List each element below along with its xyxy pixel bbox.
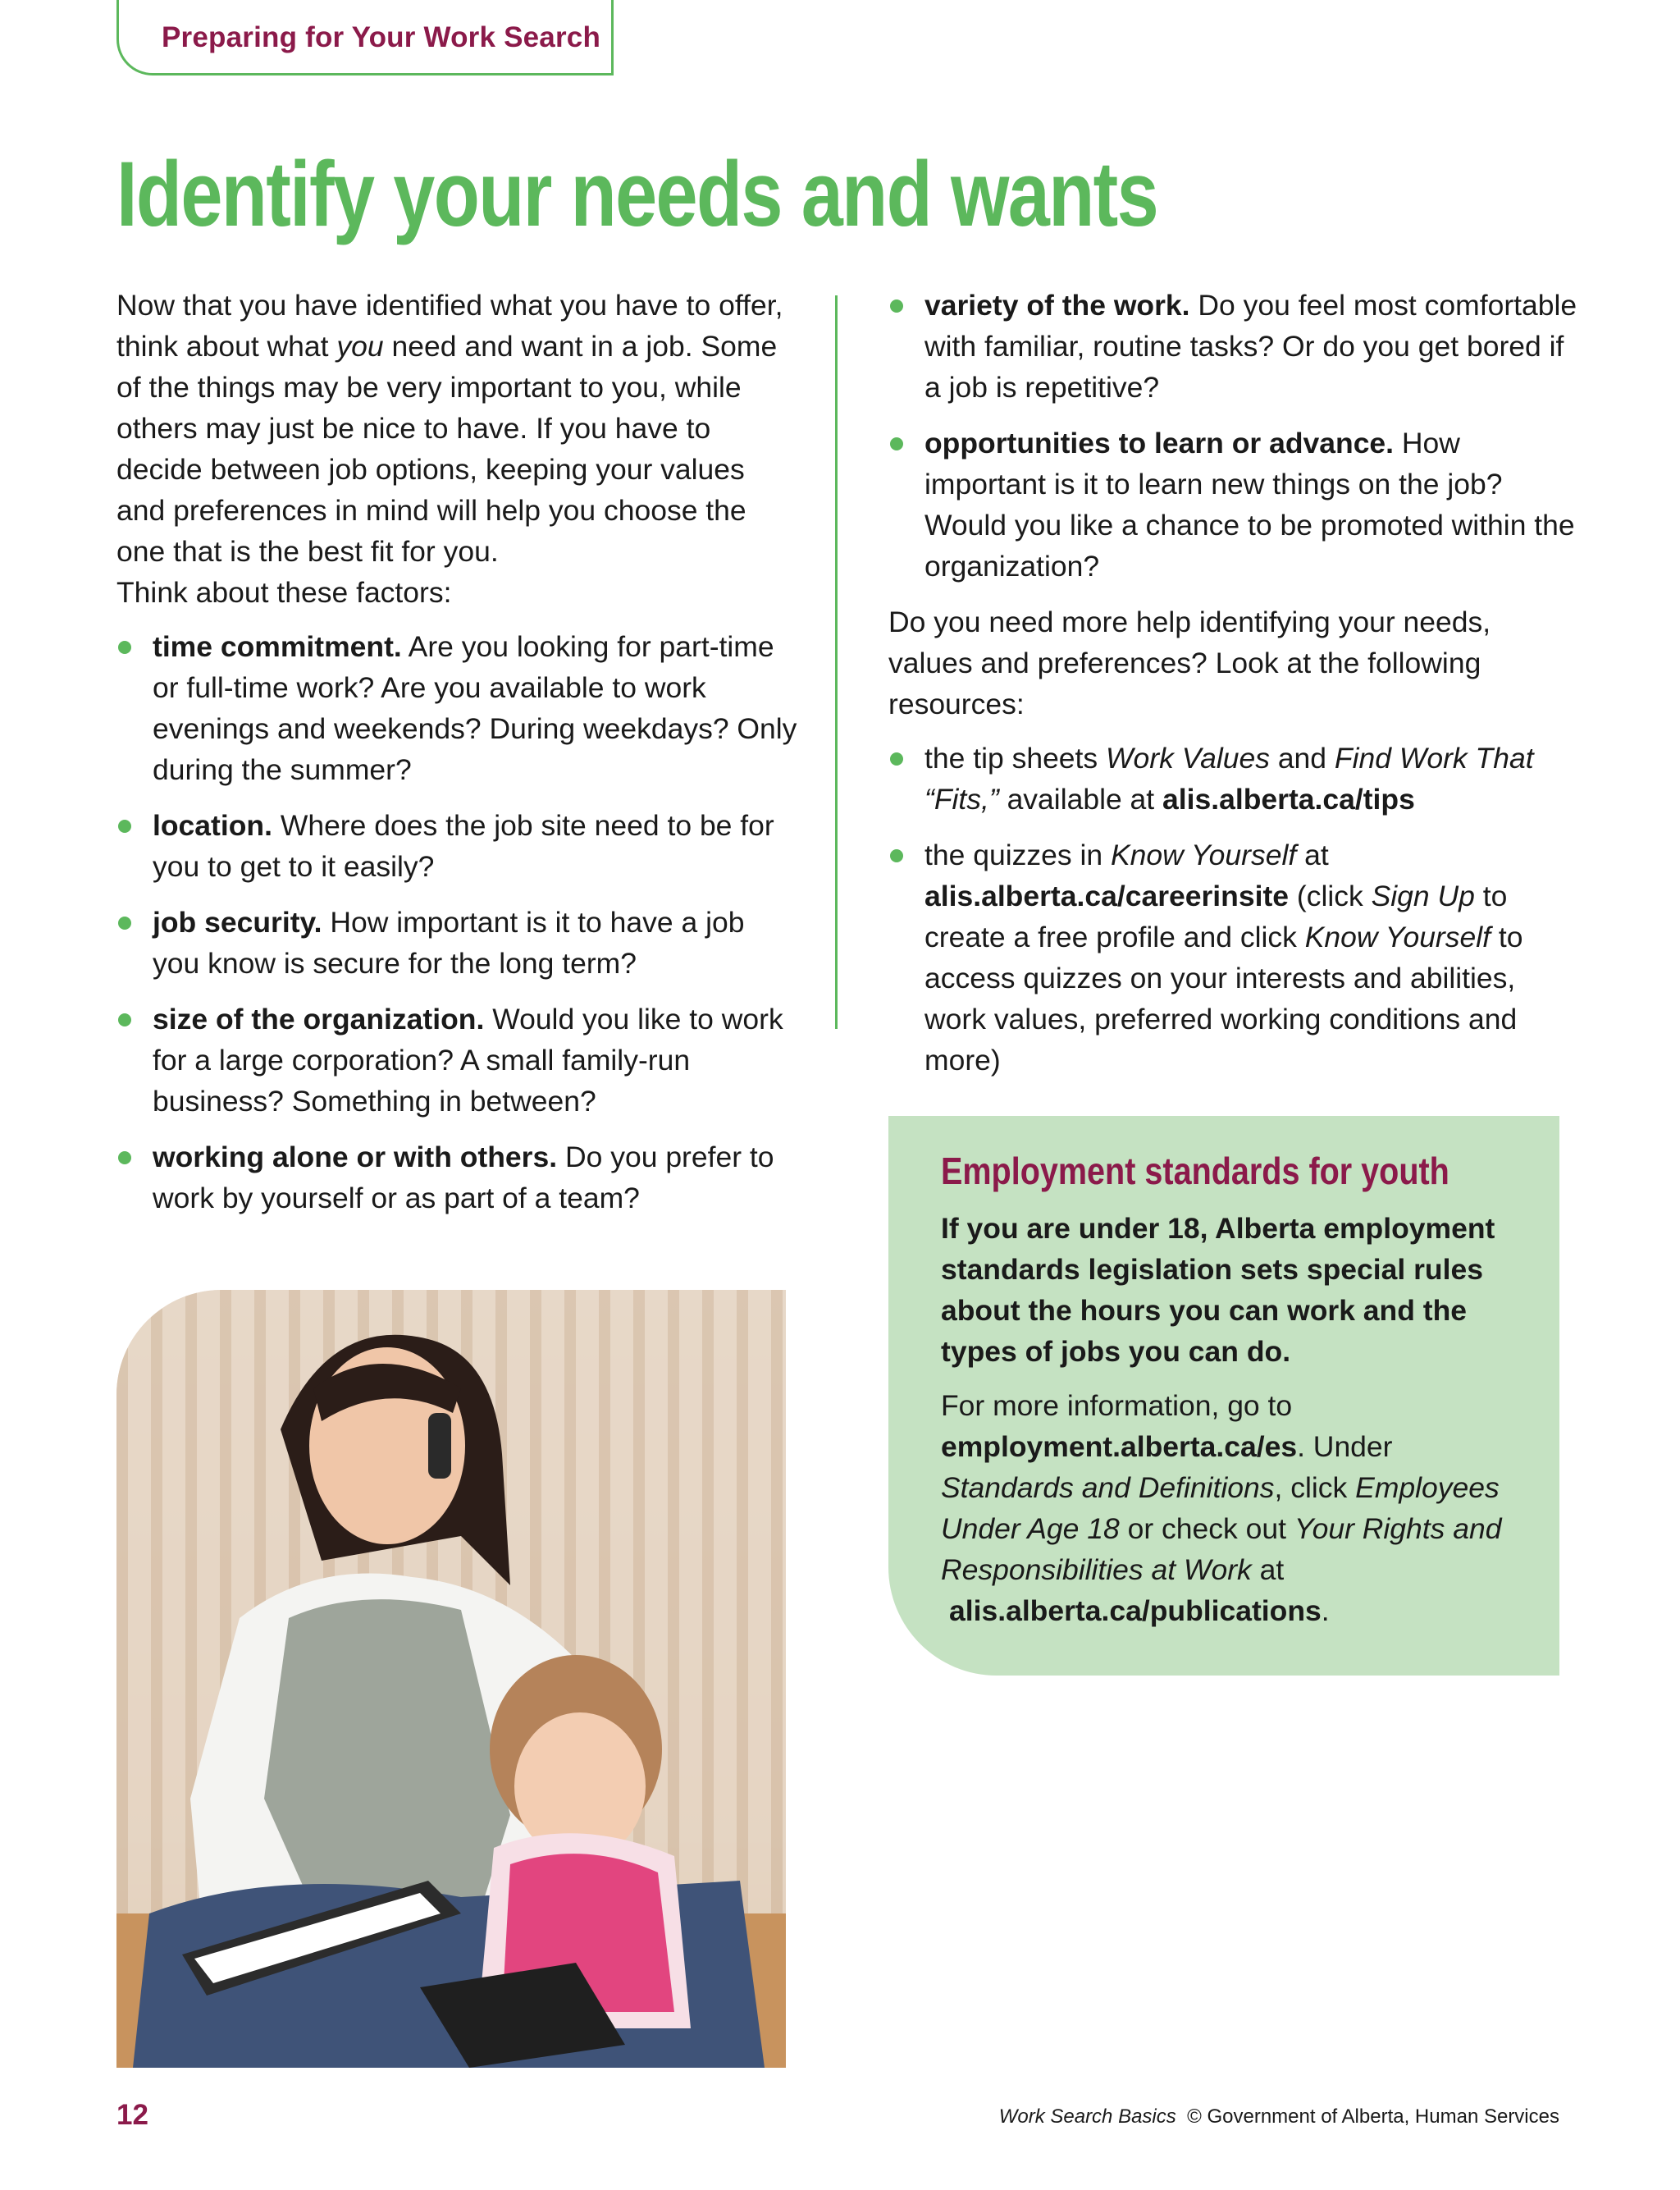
page-title: Identify your needs and wants (116, 143, 1158, 245)
bullet-icon (118, 917, 131, 930)
careerinsite-link[interactable]: alis.alberta.ca/careerinsite (924, 880, 1290, 912)
list-item: time commitment. Are you looking for part-time or full-time work? Are you available to work evenings and weekends? During weekdays? Only during the summer? (116, 626, 797, 790)
section-tab (116, 0, 614, 75)
list-item: the tip sheets Work Values and Find Work That “Fits,” available at alis.alberta.ca/tips (888, 738, 1577, 820)
section-tab-label: Preparing for Your Work Search (162, 21, 601, 53)
footer-credit: Work Search Basics © Government of Alberta, Human Services (998, 2105, 1559, 2128)
factors-list-right (888, 285, 1577, 587)
bullet-icon (890, 437, 903, 450)
youth-standards-callout (888, 1116, 1559, 1676)
more-help-paragraph: Do you need more help identifying your needs, values and preferences? Look at the following resources: (888, 606, 1491, 720)
mother-child-photo (116, 1290, 786, 2068)
list-item: location. Where does the job site need to be for you to get to it easily? (116, 805, 797, 887)
callout-lead: If you are under 18, Alberta employment standards legislation sets special rules about the hours you can work and the types of jobs you can do. (941, 1212, 1495, 1368)
list-item: opportunities to learn or advance. How important is it to learn new things on the job? Would you like a chance to be promoted within the organization? (888, 423, 1577, 587)
list-item: working alone or with others. Do you prefer to work by yourself or as part of a team? (116, 1136, 797, 1218)
list-item: size of the organization. Would you like to work for a large corporation? A small family-run business? Something in between? (116, 999, 797, 1122)
employment-standards-link[interactable]: employment.alberta.ca/es (941, 1430, 1298, 1463)
callout-body: For more information, go to employment.alberta.ca/es. Under Standards and Definitions, click Employees Under Age 18 or check out Your Rights and Responsibilities at Work at alis.alberta.ca/publications. (941, 1389, 1502, 1627)
intro-paragraph: Now that you have identified what you have to offer, think about what you need and want in a job. Some of the things may be very important to you, while others may just be nice to have. If you have to decide between job options, keeping your values and preferences in mind will help you choose the one that is the best fit for you. (116, 289, 783, 568)
bullet-icon (118, 1013, 131, 1026)
resources-list (888, 738, 1577, 1081)
list-item: the quizzes in Know Yourself at alis.alberta.ca/careerinsite (click Sign Up to create a free profile and click Know Yourself to access quizzes on your interests and abilities, work values, preferred working conditions and more) (888, 834, 1577, 1081)
page-number: 12 (116, 2099, 148, 2131)
tips-link[interactable]: alis.alberta.ca/tips (1162, 783, 1415, 816)
left-column (116, 285, 797, 1233)
bullet-icon (118, 1151, 131, 1164)
publications-link[interactable]: alis.alberta.ca/publications (949, 1594, 1322, 1627)
list-item: variety of the work. Do you feel most comfortable with familiar, routine tasks? Or do you get bored if a job is repetitive? (888, 285, 1577, 408)
bullet-icon (118, 641, 131, 654)
bullet-icon (118, 820, 131, 833)
bullet-icon (890, 752, 903, 766)
bullet-icon (890, 849, 903, 862)
bullet-icon (890, 299, 903, 313)
think-about-label: Think about these factors: (116, 576, 452, 609)
callout-title: Employment standards for youth (941, 1150, 1449, 1192)
factors-list-left (116, 626, 797, 1218)
list-item: job security. How important is it to have a job you know is secure for the long term? (116, 902, 797, 984)
column-divider (835, 295, 838, 1029)
right-column (888, 285, 1577, 1095)
